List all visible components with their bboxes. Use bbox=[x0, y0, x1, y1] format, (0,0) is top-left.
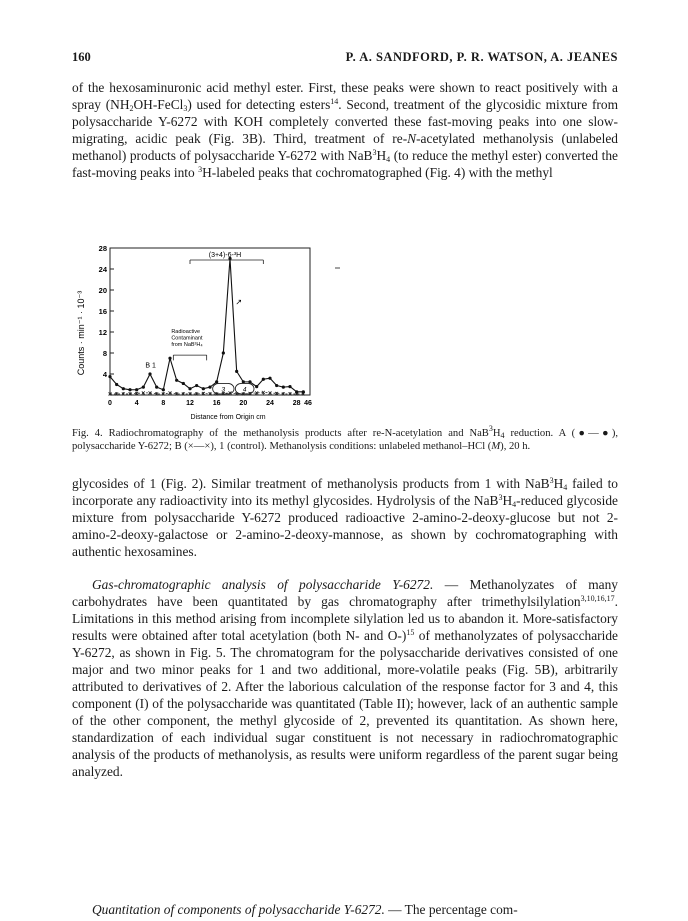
y-tick-label: 20 bbox=[98, 286, 107, 295]
series-a-point bbox=[148, 372, 151, 375]
y-tick-label: 4 bbox=[102, 370, 107, 379]
series-a-point bbox=[188, 387, 191, 390]
annotations-group bbox=[145, 252, 263, 394]
x-tick-label: 28 bbox=[292, 400, 301, 407]
series-a-point bbox=[302, 390, 305, 393]
x-tick-label: 46 bbox=[304, 400, 312, 407]
x-tick-label: 8 bbox=[161, 400, 166, 407]
x-tick-label: 24 bbox=[266, 400, 274, 407]
contaminant-label: Contaminant bbox=[171, 335, 203, 342]
x-axis-label: Distance from Origin cm bbox=[190, 414, 266, 421]
section-heading-gc: Gas-chromatographic analysis of polysaccharide Y-6272. bbox=[92, 577, 434, 592]
series-a-point bbox=[268, 377, 271, 380]
contaminant-label: from NaB³H₄ bbox=[171, 342, 203, 349]
series-a-point bbox=[282, 386, 285, 389]
series-a-point bbox=[128, 388, 131, 391]
y-tick-label: 12 bbox=[98, 328, 107, 337]
series-a-point bbox=[255, 385, 258, 388]
spot-3-label: 3 bbox=[221, 386, 226, 394]
y-tick-label: 8 bbox=[102, 349, 107, 358]
series-a-point bbox=[275, 384, 278, 387]
series-a-point bbox=[215, 380, 218, 383]
radiochromatogram-chart bbox=[70, 238, 350, 423]
x-tick-label: 16 bbox=[212, 400, 221, 407]
series-a-point bbox=[162, 388, 165, 391]
series-a-point bbox=[295, 390, 298, 393]
peak-arrow-mark: ↗ bbox=[235, 297, 243, 307]
series-a-point bbox=[142, 386, 145, 389]
running-title: P. A. SANDFORD, P. R. WATSON, A. JEANES bbox=[345, 50, 618, 64]
b1-label: B 1 bbox=[145, 362, 156, 370]
figure-caption: Fig. 4. Radiochromatography of the methanolysis products after re-N-acetylation and $NaB^3H_4$ reduction. A (●—●), polysaccharide Y-6272; B (×—×), 1 (control). Methanolysis conditions: unlabeled methanol–HCl (M), 20 h. bbox=[72, 424, 618, 452]
series-b-line bbox=[110, 392, 303, 394]
series-a-point bbox=[222, 351, 225, 354]
series-a-point bbox=[135, 388, 138, 391]
series-a-point bbox=[108, 375, 111, 378]
series-a-point bbox=[248, 380, 251, 383]
plot-border bbox=[110, 248, 310, 395]
series-a-point bbox=[242, 380, 245, 383]
y-axis-ticks bbox=[99, 244, 114, 379]
paragraph-1: of the hexosaminuronic acid methyl ester. First, these peaks were shown to react positively with a spray $(NH_2OH-FeCl_3)$ used for detecting esters$^{14}$. Second, treatment of the glycosidic mixture from polysaccharide Y-6272 with KOH completely converted these fast-moving peaks into one slow-migrating, acidic peak (Fig. 3B). Third, treatment of re-N-acetylated methanolysis (unlabeled methanol) products of polysaccharide Y-6272 with $NaB^3H_4$ (to reduce the methyl ester) converted the fast-moving peaks into $^3$H-labeled peaks that cochromatographed (Fig. 4) with the methyl bbox=[72, 80, 619, 180]
x-tick-label: 4 bbox=[134, 400, 139, 407]
y-axis-label: Counts · min⁻¹ · 10⁻³ bbox=[76, 290, 86, 376]
series-a-point bbox=[235, 370, 238, 373]
paragraph-3: Gas-chromatographic analysis of polysaccharide Y-6272. — Methanolyzates of many carbohydrates have been quantitated by gas chromatography after trimethylsilylation$^{3,10,16,17}$. Limitations in this method arising from incomplete silylation led us to abandon it. More-satisfactory results were obtained after total acetylation (both N- and O-)$^{15}$ of methanolyzates of polysaccharide Y-6272, as shown in Fig. 5. The chromatogram for the polysaccharide derivatives consisted of one major and two minor peaks for 1 and two additional, more-volatile peaks (Fig. 5B), arbitrarily attributed to derivatives of 2. After the laborious calculation of the response factor for 3 and 4, this component (I) of the polysaccharide was quantitated (Table II); however, lack of an authentic sample of the other component, the methyl glycoside of 2, prevented its quantitation. As shown here, standardization of each individual sugar constituent is not necessary in radiochromatographic analysis of the products of methanolysis, as results were uniform regardless of the parent sugar being analyzed. bbox=[72, 577, 618, 779]
series-a-point bbox=[195, 384, 198, 387]
spot-4-label: 4 bbox=[242, 386, 247, 394]
series-a-point bbox=[175, 379, 178, 382]
series-a-group bbox=[108, 257, 305, 394]
peak-label: (3+4)-6-³H bbox=[208, 252, 242, 259]
series-a-line bbox=[110, 259, 303, 392]
series-a-point bbox=[182, 382, 185, 385]
series-a-point bbox=[122, 387, 125, 390]
x-tick-label: 12 bbox=[186, 400, 194, 407]
y-tick-label: 28 bbox=[98, 244, 107, 253]
paragraph-2: glycosides of 1 (Fig. 2). Similar treatment of methanolysis products from 1 with $NaB^3H_4$ failed to incorporate any radioactivity into its methyl glycosides. Hydrolysis of the $NaB^3H_4$-reduced glycoside mixture from polysaccharide Y-6272 produced radioactive 2-amino-2-deoxy-glucose but not 2-amino-2-deoxy-galactose or 2-amino-2-deoxy-mannose, as shown by cochromatographing with authentic hexosamines. bbox=[72, 476, 618, 559]
page-number: 160 bbox=[72, 50, 91, 64]
section-heading-quantitation: Quantitation of components of polysaccharide Y-6272. bbox=[92, 902, 385, 917]
figure-4 bbox=[70, 238, 350, 423]
plot-frame bbox=[110, 248, 340, 395]
x-tick-label: 0 bbox=[108, 400, 112, 407]
series-a-point bbox=[288, 385, 291, 388]
paragraph-4: Quantitation of components of polysaccharide Y-6272. — The percentage com- bbox=[92, 902, 518, 917]
series-a-point bbox=[115, 383, 118, 386]
series-a-point bbox=[168, 357, 171, 360]
series-a-point bbox=[202, 387, 205, 390]
series-a-point bbox=[262, 378, 265, 381]
page-header bbox=[72, 50, 618, 68]
x-tick-label: 20 bbox=[239, 400, 248, 407]
y-tick-label: 24 bbox=[98, 265, 107, 274]
contaminant-label: Radioactive bbox=[171, 329, 201, 336]
series-a-point bbox=[155, 386, 158, 389]
y-tick-label: 16 bbox=[98, 307, 107, 316]
series-a-point bbox=[208, 386, 211, 389]
